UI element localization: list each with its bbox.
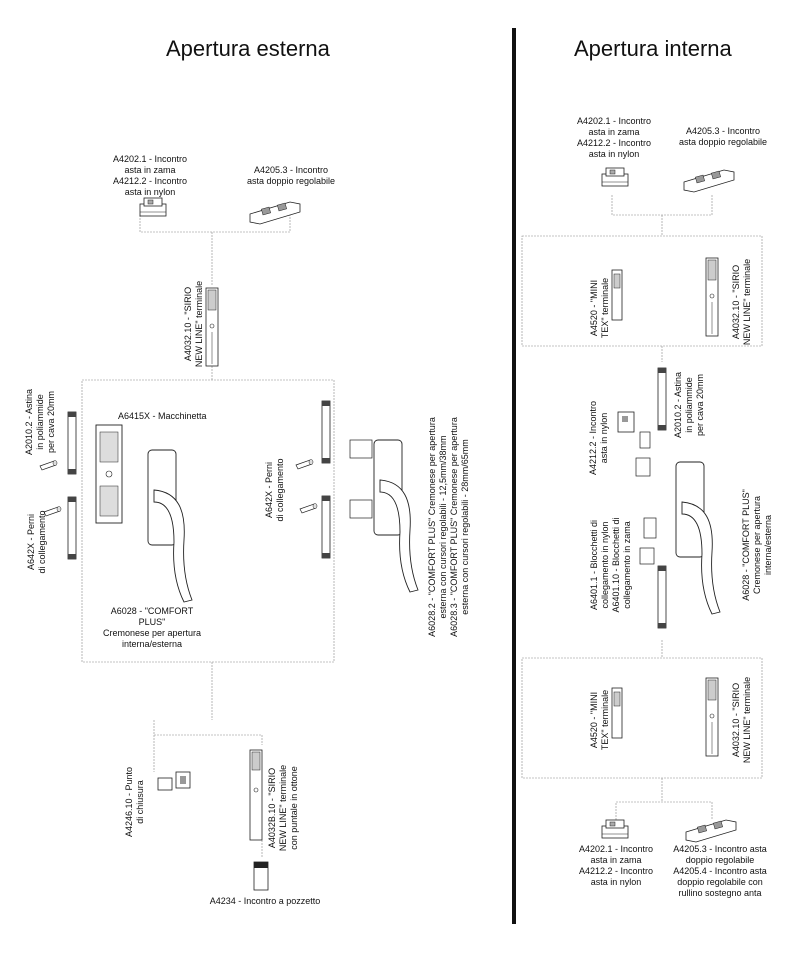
- right-astina-outer-1: [322, 401, 330, 463]
- left-incontro-pozzetto: [254, 862, 268, 890]
- right-astina: [658, 368, 666, 430]
- left-label-sirio: A4032.10 - "SIRIO NEW LINE" terminale: [183, 280, 204, 368]
- right-label-astina: A2010.2 - Astina in poliammide per cava 20mm: [673, 371, 705, 439]
- left-title: Apertura esterna: [166, 36, 330, 61]
- right-label-sirio-top: A4032.10 - "SIRIO NEW LINE" terminale: [731, 258, 752, 346]
- right-label-incontro-regolabile-bottom: A4205.3 - Incontro asta doppio regolabile A4205.4 - Incontro asta doppio regolabile con rullino sostegno anta: [673, 844, 767, 898]
- left-cremonese: [148, 450, 192, 602]
- right-cremonese: [676, 462, 720, 614]
- left-macchinetta: [96, 425, 122, 523]
- right-label-minitex-top: A4520 - "MINI TEX" terminale: [589, 277, 610, 339]
- left-perno-3: [296, 460, 313, 470]
- left-label-comfort-plus-variants: A6028.2 - "COMFORT PLUS" Cremonese per apertura esterna con cursori regolabili - 12,5mm/38mm A6028.3 - "COMFORT PLUS" Cremonese per apertura esterna con cursori regolabili - 28mm/65mm: [427, 417, 470, 637]
- left-label-macchinetta: A6415X - Macchinetta: [118, 411, 207, 421]
- right-label-incontro-zama-top: A4202.1 - Incontro asta in zama A4212.2 - Incontro asta in nylon: [576, 116, 652, 159]
- right-blocchetti: [636, 432, 656, 564]
- right-label-blocchetti: A6401.1 - Blocchetti di collegamento in nylon A6401.10 - Blocchetti di collegamento in zama: [589, 517, 632, 613]
- left-astina-2: [68, 497, 76, 559]
- left-cremonese-comfort-plus: [350, 440, 418, 592]
- left-incontro-regolabile: [250, 202, 300, 224]
- left-label-comfort-plus: A6028 - "COMFORT PLUS" Cremonese per apertura interna/esterna: [102, 606, 202, 649]
- left-label-incontro-zama: A4202.1 - Incontro asta in zama A4212.2 - Incontro asta in nylon: [112, 154, 188, 197]
- left-punto-chiusura: [158, 772, 190, 790]
- left-incontro-zama: [140, 198, 166, 216]
- right-incontro-regolabile-top: [684, 170, 734, 192]
- right-incontro-zama-bottom: [602, 820, 628, 838]
- right-minitex-bottom: [612, 688, 622, 738]
- left-sirio-ottone: [250, 750, 262, 840]
- right-label-sirio-bottom: A4032.10 - "SIRIO NEW LINE" terminale: [731, 676, 752, 764]
- left-label-pozzetto: A4234 - Incontro a pozzetto: [209, 896, 321, 906]
- left-astina-1: [68, 412, 76, 474]
- right-label-incontro-nylon: A4212.2 - Incontro asta in nylon: [588, 400, 609, 476]
- right-title: Apertura interna: [574, 36, 732, 61]
- right-label-incontro-regolabile-top: A4205.3 - Incontro asta doppio regolabile: [678, 126, 768, 147]
- right-incontro-zama-top: [602, 168, 628, 186]
- left-label-astina: A2010.2 - Astina in poliammide per cava 20mm: [24, 388, 56, 456]
- left-sirio-terminale: [206, 288, 218, 366]
- right-astina-2: [658, 566, 666, 628]
- right-minitex-top: [612, 270, 622, 320]
- right-incontro-regolabile-bottom: [686, 820, 736, 842]
- left-label-perni-left: A642X - Perni di collegamento: [26, 510, 47, 574]
- right-sirio-bottom: [706, 678, 718, 756]
- left-label-perni-right: A642X - Perni di collegamento: [264, 458, 285, 522]
- right-connectors: [522, 195, 762, 820]
- right-incontro-nylon: [618, 412, 634, 432]
- left-perno-4: [300, 504, 317, 514]
- right-astina-outer-2: [322, 496, 330, 558]
- right-sirio-top: [706, 258, 718, 336]
- left-label-incontro-regolabile: A4205.3 - Incontro asta doppio regolabile: [246, 165, 336, 186]
- left-label-sirio-ottone: A4032B.10 - "SIRIO NEW LINE" terminale con puntale in ottone: [267, 764, 299, 852]
- left-label-punto-chiusura: A4246.10 - Punto di chiusura: [124, 766, 145, 838]
- right-label-minitex-bottom: A4520 - "MINI TEX" terminale: [589, 689, 610, 751]
- right-label-comfort-plus: A6028 - "COMFORT PLUS" Cremonese per apertura interna/esterna: [741, 489, 773, 601]
- section-divider: [512, 28, 516, 924]
- right-label-incontro-zama-bottom: A4202.1 - Incontro asta in zama A4212.2 - Incontro asta in nylon: [578, 844, 654, 887]
